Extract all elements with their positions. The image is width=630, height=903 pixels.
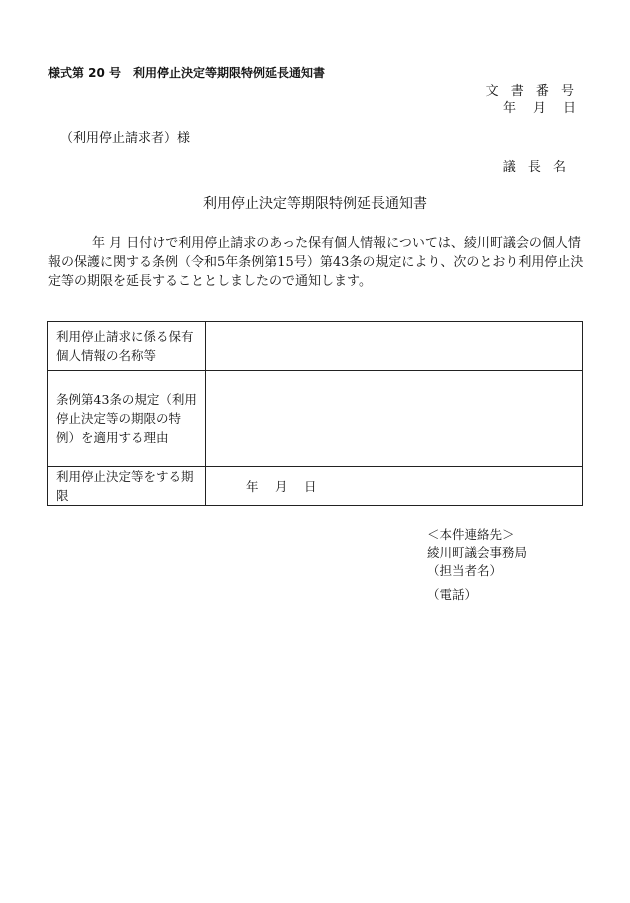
table-value-reason xyxy=(206,371,583,467)
table-row xyxy=(48,322,583,371)
contact-heading: ＜本件連絡先＞ xyxy=(427,527,515,542)
table-value-info-name xyxy=(206,322,583,371)
document-title: 利用停止決定等期限特例延長通知書 xyxy=(203,196,427,212)
body-paragraph: 年 月 日付けで利用停止請求のあった保有個人情報については、綾川町議会の個人情報の保護に関する条例（令和5年条例第15号）第43条の規定により、次のとおり利用停止決定等の期限を延長することとしましたので通知します。 xyxy=(48,236,584,289)
chair-name: 議 長 名 xyxy=(502,160,570,175)
table-label-reason: 条例第43条の規定（利用停止決定等の期限の特例）を適用する理由 xyxy=(48,371,206,467)
document-date: 年 月 日 xyxy=(502,101,578,116)
table-row xyxy=(48,371,583,467)
table-label-info-name: 利用停止請求に係る保有個人情報の名称等 xyxy=(48,322,206,371)
contact-block xyxy=(427,526,527,604)
document-number: 文 書 番 号 xyxy=(485,84,578,99)
table-value-deadline: 年 月 日 xyxy=(206,467,583,506)
body-text xyxy=(48,234,586,291)
contact-person: （担当者名） xyxy=(427,563,503,578)
table-row xyxy=(48,467,583,506)
form-label: 様式第 20 号 利用停止決定等期限特例延長通知書 xyxy=(48,66,326,80)
contact-phone: （電話） xyxy=(427,587,478,602)
contact-office: 綾川町議会事務局 xyxy=(427,545,528,560)
addressee: （利用停止請求者）様 xyxy=(60,131,191,146)
info-table xyxy=(47,321,583,506)
table-label-deadline: 利用停止決定等をする期限 xyxy=(48,467,206,506)
